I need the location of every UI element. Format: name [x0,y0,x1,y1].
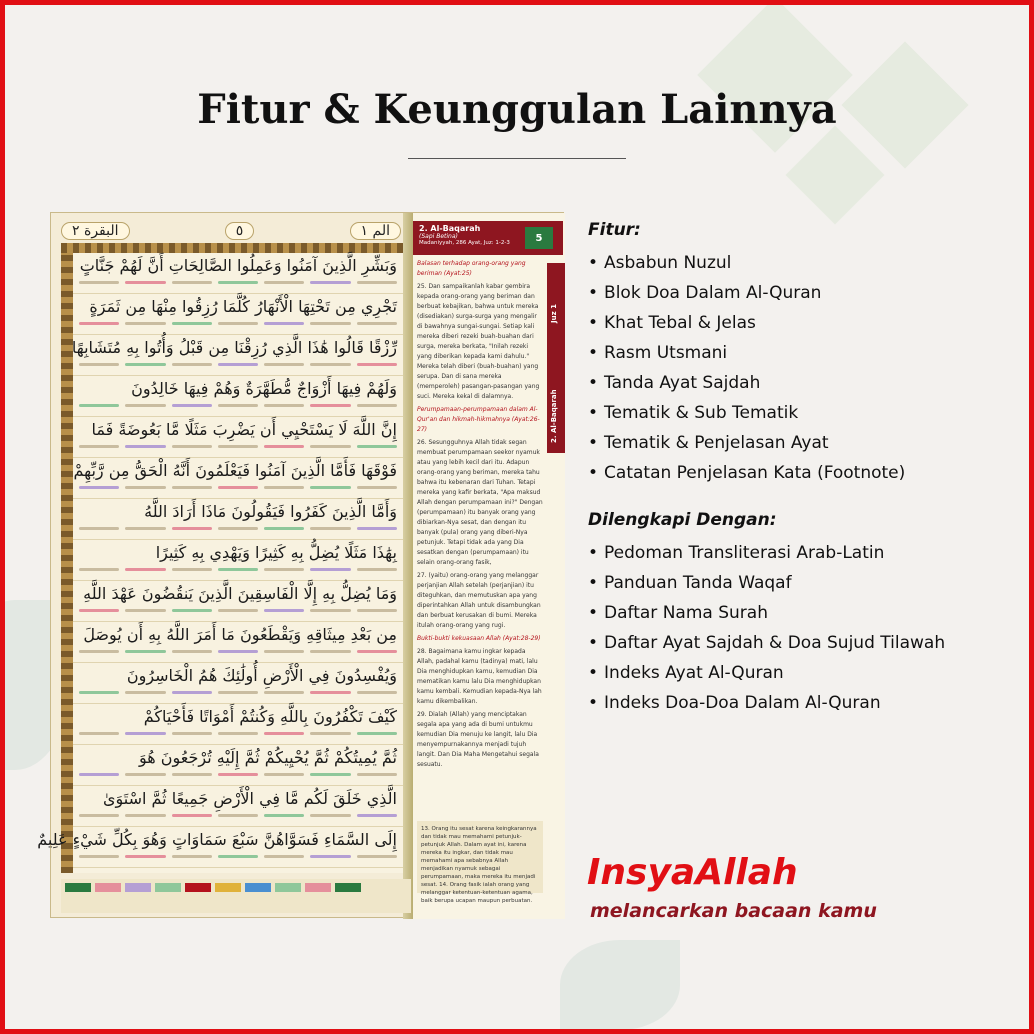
word-translation-strip [79,770,397,782]
arabic-row [73,253,403,294]
mushaf-side-band [403,213,413,919]
arabic-line: وَأَمَّا الَّذِينَ كَفَرُوا فَيَقُولُونَ مَاذَا أَرَادَ اللَّهُ [144,502,397,521]
surah-meaning: (Sapi Betina) [419,233,458,240]
word-translation-strip [79,483,397,495]
translation-column [413,213,565,919]
arabic-row [73,417,403,458]
arabic-row [73,458,403,499]
extra-item: • Indeks Doa-Doa Dalam Al-Quran [588,688,1008,718]
arabic-line: ثُمَّ يُمِيتُكُمْ ثُمَّ يُحْيِيكُمْ ثُمَّ إِلَيْهِ تُرْجَعُونَ هُوَ [138,748,397,767]
translation-paragraph: 27. (yaitu) orang-orang yang melanggar perjanjian Allah setelah (perjanjian) itu diteguhkan, dan memutuskan apa yang diperintahkan Allah untuk disambungkan dan berbuat kerusakan di bumi. Mereka itulah orang-orang yang rugi. [417,572,541,629]
feature-item: • Tanda Ayat Sajdah [588,368,1008,398]
surah-name: 2. Al-Baqarah [419,224,481,233]
background-leaf [560,940,680,1030]
arabic-row [37,827,403,868]
arabic-row [73,335,403,376]
feature-item: • Catatan Penjelasan Kata (Footnote) [588,458,1008,488]
extra-item: • Pedoman Transliterasi Arab-Latin [588,538,1008,568]
page-title: Fitur & Keunggulan Lainnya [197,86,837,133]
word-translation-strip [79,360,397,372]
arabic-line: الَّذِي خَلَقَ لَكُم مَّا فِي الْأَرْضِ جَمِيعًا ثُمَّ اسْتَوَىٰ [102,789,397,808]
arabic-row [73,786,403,827]
arabic-row [73,704,403,745]
word-translation-strip [79,606,397,618]
mushaf-header [61,217,401,245]
arabic-line: تَجْرِي مِن تَحْتِهَا الْأَنْهَارُ كُلَّمَا رُزِقُوا مِنْهَا مِن ثَمَرَةٍ [89,297,397,316]
theme-heading: Balasan terhadap orang-orang yang beriman (Ayat:25) [417,260,526,277]
extra-item: • Daftar Nama Surah [588,598,1008,628]
arabic-row [73,499,403,540]
feature-item: • Asbabun Nuzul [588,248,1008,278]
footnote-text: 13. Orang itu sesat karena keingkarannya dan tidak mau memahami petunjuk-petunjuk Allah. Dalam ayat ini, karena mereka itu ingkar, dan tidak mau memahami apa sebabnya Allah menjadikan nyamuk sebagai perumpamaan, maka mereka itu menjadi sesat. 14. Orang fasik ialah orang yang melanggar ketentuan-ketentuan agama, baik berupa ucapan maupun perbuatan. [421,826,537,904]
background-decoration [786,126,885,225]
feature-item: • Blok Doa Dalam Al-Quran [588,278,1008,308]
translation-paragraph: 25. Dan sampaikanlah kabar gembira kepada orang-orang yang beriman dan berbuat kebajikan, bahwa untuk mereka (disediakan) surga-surga yang mengalir di bawahnya sungai-sungai. Setiap kali mereka diberi rezeki buah-buahan dari surga, mereka berkata, "Inilah rezeki yang diberikan kepada kami dahulu." Mereka telah diberi (buah-buahan) yang serupa. Dan di sana mereka (memperoleh) pasangan-pasangan yang suci. Mereka kekal di dalamnya. [417,283,540,400]
translation-paragraph: 26. Sesungguhnya Allah tidak segan membuat perumpamaan seekor nyamuk atau yang lebih kecil dari itu. Adapun orang-orang yang beriman, mereka tahu bahwa itu kebenaran dari Tuhan. Tetapi mereka yang kafir berkata, "Apa maksud Allah dengan perumpamaan ini?" Dengan (perumpamaan) itu banyak orang yang dibiarkan-Nya sesat, dan dengan itu banyak (pula) orang yang diberi-Nya petunjuk. Tetapi tidak ada yang Dia sesatkan dengan (perumpamaan) itu selain orang-orang fasik, [417,439,543,566]
arabic-row [73,294,403,335]
feature-item: • Khat Tebal & Jelas [588,308,1008,338]
footnote-box [417,821,543,904]
arabic-row [73,663,403,704]
theme-heading: Bukti-bukti kekuasaan Allah (Ayat:28-29) [417,635,541,642]
mushaf-header-left: البقرة ٢ [61,222,130,240]
translation-text [417,259,543,819]
extras-heading: Dilengkapi Dengan: [588,510,777,530]
arabic-line: فَوْقَهَا فَأَمَّا الَّذِينَ آمَنُوا فَيَعْلَمُونَ أَنَّهُ الْحَقُّ مِن رَّبِّهِمْ [73,461,397,480]
word-translation-strip [79,319,397,331]
extra-item: • Indeks Ayat Al-Quran [588,658,1008,688]
slogan: InsyaAllah [587,852,798,893]
feature-item: • Tematik & Penjelasan Ayat [588,428,1008,458]
tajwid-legend [61,879,411,913]
theme-heading: Perumpamaan-perumpamaan dalam Al-Qur'an dan hikmah-hikmahnya (Ayat:26-27) [417,406,540,433]
word-translation-strip [79,688,397,700]
arabic-line: إِلَى السَّمَاءِ فَسَوَّاهُنَّ سَبْعَ سَمَاوَاتٍ وَهُوَ بِكُلِّ شَيْءٍ عَلِيمٌ [37,830,397,849]
page-number-badge: 5 [525,227,553,249]
arabic-row [73,540,403,581]
features-list [588,248,1008,488]
feature-item: • Rasm Utsmani [588,338,1008,368]
features-panel [588,220,1008,718]
mushaf-page [37,212,564,918]
word-translation-strip [79,565,397,577]
arabic-line: وَلَهُمْ فِيهَا أَزْوَاجٌ مُّطَهَّرَةٌ وَهُمْ فِيهَا خَالِدُونَ [131,379,397,398]
word-translation-strip [79,811,397,823]
arabic-row [73,622,403,663]
mushaf-header-mid: ٥ [225,222,255,240]
word-translation-strip [79,729,397,741]
translation-paragraph: 28. Bagaimana kamu ingkar kepada Allah, padahal kamu (tadinya) mati, lalu Dia menghidupkan kamu, kemudian Dia mematikan kamu lalu Dia menghidupkan kamu kembali. Kemudian kepada-Nya lah kamu dikembalikan. [417,648,542,705]
arabic-line: إِنَّ اللَّهَ لَا يَسْتَحْيِي أَن يَضْرِبَ مَثَلًا مَّا بَعُوضَةً فَمَا [91,420,397,439]
arabic-line: بِهَٰذَا مَثَلًا يُضِلُّ بِهِ كَثِيرًا وَيَهْدِي بِهِ كَثِيرًا [155,543,397,562]
juz-label: Juz 1 [550,304,558,323]
arabic-line: مِن بَعْدِ مِيثَاقِهِ وَيَقْطَعُونَ مَا أَمَرَ اللَّهُ بِهِ أَن يُوصَلَ [83,625,397,644]
word-translation-strip [79,401,397,413]
features-heading: Fitur: [588,220,641,240]
extra-item: • Daftar Ayat Sajdah & Doa Sujud Tilawah [588,628,1008,658]
word-translation-strip [79,647,397,659]
arabic-text-area [37,253,403,873]
arabic-line: كَيْفَ تَكْفُرُونَ بِاللَّهِ وَكُنتُمْ أَمْوَاتًا فَأَحْيَاكُمْ [143,707,397,726]
arabic-line: وَمَا يُضِلُّ بِهِ إِلَّا الْفَاسِقِينَ الَّذِينَ يَنقُضُونَ عَهْدَ اللَّهِ [83,584,397,603]
word-translation-strip [79,442,397,454]
arabic-line: وَيُفْسِدُونَ فِي الْأَرْضِ أُولَٰئِكَ هُمُ الْخَاسِرُونَ [126,666,397,685]
word-translation-strip [79,278,397,290]
feature-item: • Tematik & Sub Tematik [588,398,1008,428]
word-translation-strip [79,852,397,864]
extras-list [588,538,1008,718]
juz-surah-label: 2. Al-Baqarah [550,389,558,443]
arabic-row [73,376,403,417]
extra-item: • Panduan Tanda Waqaf [588,568,1008,598]
title-divider [408,158,626,159]
mushaf-header-right: الم ١ [350,222,401,240]
arabic-row [73,581,403,622]
arabic-row [73,745,403,786]
word-translation-strip [79,524,397,536]
tagline: melancarkan bacaan kamu [590,900,877,922]
surah-meta: Madaniyyah, 286 Ayat, Juz: 1-2-3 [419,240,510,246]
arabic-line: رِّزْقًا قَالُوا هَٰذَا الَّذِي رُزِقْنَا مِن قَبْلُ وَأُتُوا بِهِ مُتَشَابِهًا [71,338,397,357]
translation-paragraph: 29. Dialah (Allah) yang menciptakan segala apa yang ada di bumi untukmu kemudian Dia menuju ke langit, lalu Dia menyempurnakannya menjadi tujuh langit. Dan Dia Maha Mengetahui segala sesuatu. [417,711,539,768]
arabic-line: وَبَشِّرِ الَّذِينَ آمَنُوا وَعَمِلُوا الصَّالِحَاتِ أَنَّ لَهُمْ جَنَّاتٍ [79,256,397,275]
juz-tab [547,263,565,453]
ornament-border-top [61,243,411,253]
